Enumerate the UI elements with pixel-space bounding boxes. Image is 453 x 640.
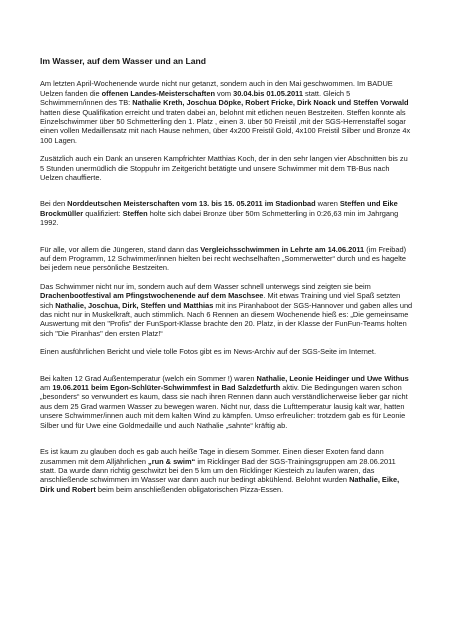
bold-text-run: Norddeutschen Meisterschaften vom 13. bis 15. 05.2011 im Stadionbad bbox=[67, 199, 316, 209]
text-run: holte sich dabei Bronze über 50m Schmetterling in 0:26,63 min im Jahrgang 1992. bbox=[40, 208, 399, 228]
text-run: Am letzten April-Wochenende wurde nicht nur getanzt, sondern auch in den Mai geschwommen. Im BADUE Uelzen fanden die bbox=[40, 79, 393, 98]
text-run: Es ist kaum zu glauben doch es gab auch heiße Tage in diesem Sommer. Einen dieser Exoten fand dann zusammen mit dem Alljährlichen bbox=[40, 447, 384, 466]
bold-text-run: Nathalie Kreth, Joschua Döpke, Robert Fricke, Dirk Noack und Steffen Vorwald bbox=[132, 98, 409, 108]
text-run: Zusätzlich auch ein Dank an unseren Kampfrichter Matthias Koch, der in den sehr langen vier Abschnitten bis zu 5 Stunden unermüdlich die Stoppuhr im Zeitgericht betätigte und unsere Schwimmer mit dem TB-Bus nach Uelzen chauffierte. bbox=[40, 154, 408, 182]
text-run: im Ricklinger Bad der SGS-Trainingsgruppen am 28.06.2011 statt. Da wurde dann richtig geschwitzt bei den 5 km um den Ricklinger Kiesteich zu laufen waren, das anschließende schwimmen im Wasser war dann auch nur bedingt abkühlend. Belohnt wurden bbox=[40, 456, 396, 485]
text-run: aktiv. Die Bedingungen waren schon „besonders“ so verwundert es kaum, dass sie nach ihren Rennen dann auch verständlicherweise lieber gar nicht aus dem 25 Grad warmen Wasser zu bewegen waren. Nicht nur, dass die Lufttemperatur lausig kalt war, hatten unsere Schwimmer/innen auch mit dem kalten Wind zu kämpfen. Umso erfreulicher: trotzdem gab es für Leonie Silber und für Uwe eine Goldmedaille und auch Nathalie „sahnte“ kräftig ab. bbox=[40, 383, 408, 430]
bold-text-run: Steffen bbox=[122, 208, 148, 218]
paragraph-kampfrichter-dank bbox=[40, 154, 413, 182]
text-run: statt. Gleich 5 Schwimmern/innen des TB: bbox=[40, 88, 351, 108]
bold-text-run: Nathalie, Leonie Heidinger und Uwe Withus bbox=[256, 373, 409, 383]
text-run: . Mit etwas Training und viel Spaß setzten sich bbox=[40, 291, 401, 310]
text-run: Für alle, vor allem die Jüngeren, stand dann das bbox=[40, 244, 201, 254]
bold-text-run: Drachenbootfestival am Pfingstwochenende auf dem Maschsee bbox=[40, 291, 264, 301]
text-run: Bei kalten 12 Grad Außentemperatur (welch ein Sommer !) waren bbox=[40, 373, 257, 383]
paragraph-vergleichsschwimmen-lehrte bbox=[40, 245, 413, 273]
bold-text-run: offenen Landes-Meisterschaften bbox=[101, 88, 215, 98]
bold-text-run: Vergleichsschwimmen in Lehrte am 14.06.2011 bbox=[200, 244, 365, 254]
bold-text-run: 30.04.bis 01.05.2011 bbox=[233, 88, 303, 98]
text-run: Einen ausführlichen Bericht und viele tolle Fotos gibt es im News-Archiv auf der SGS-Seite im Internet. bbox=[40, 347, 377, 357]
text-run: hatten diese Qualifikation erreicht und traten dabei an, belohnt mit etlichen neuen Bestzeiten. Steffen konnte als Einzelschwimmer über 50 Schmetterling den 1. Platz , einen 3. über 50 Freistil ,mit der SGS-Herrenstaffel sogar einen vollen Medaillensatz mit nach Hause nehmen, über 4x200 Freistil Gold, 4x100 Freistil Silber und Bronze 4x 100 Lagen. bbox=[40, 107, 411, 145]
paragraph-norddeutsche-meisterschaften bbox=[40, 199, 413, 227]
text-run: Das Schwimmer nicht nur im, sondern auch auf dem Wasser schnell unterwegs sind zeigten sie beim bbox=[40, 281, 371, 291]
bold-text-run: „run & swim“ bbox=[148, 456, 196, 466]
paragraph-landesmeisterschaften bbox=[40, 79, 413, 145]
text-run: waren bbox=[315, 199, 340, 209]
text-run: Bei den bbox=[40, 199, 68, 209]
paragraph-run-and-swim bbox=[40, 447, 413, 494]
text-run: am bbox=[40, 383, 53, 393]
bold-text-run: Nathalie, Eike, Dirk und Robert bbox=[40, 475, 400, 494]
bold-text-run: Steffen und Eike Brockmüller bbox=[40, 199, 398, 218]
text-run: qualifiziert: bbox=[83, 208, 123, 218]
text-run: vom bbox=[215, 88, 234, 98]
paragraph-drachenbootfestival bbox=[40, 282, 413, 338]
bold-text-run: Nathalie, Joschua, Dirk, Steffen und Matthias bbox=[55, 300, 214, 310]
text-run: beim beim anschließenden obligatorischen Pizza-Essen. bbox=[95, 484, 284, 494]
bold-text-run: 19.06.2011 beim Egon-Schlüter-Schwimmfest in Bad Salzdetfurth bbox=[52, 383, 281, 393]
text-run: mit ins Piranhaboot der SGS-Hannover und gaben alles und das nicht nur in Muskelkraft, auch stimmlich. Nach 6 Rennen an diesem Wochenende hieß es: „Die gemeinsame Auswertung mit den "Profis" der FunSport-Klasse brachte den 20. Platz, in der Klasse der FunFun-Teams holten sich "Die Piranhas" den ersten Platz!“ bbox=[40, 300, 413, 338]
paragraph-bad-salzdetfurth bbox=[40, 374, 413, 430]
page-title: Im Wasser, auf dem Wasser und an Land bbox=[40, 56, 207, 66]
paragraph-news-archiv bbox=[40, 347, 413, 356]
text-run: (im Freibad) auf dem Programm, 12 Schwimmer/innen hielten bei recht wechselhaften „Sommerwetter“ durch und es hagelte bei jedem neue persönliche Bestzeiten. bbox=[40, 244, 407, 273]
